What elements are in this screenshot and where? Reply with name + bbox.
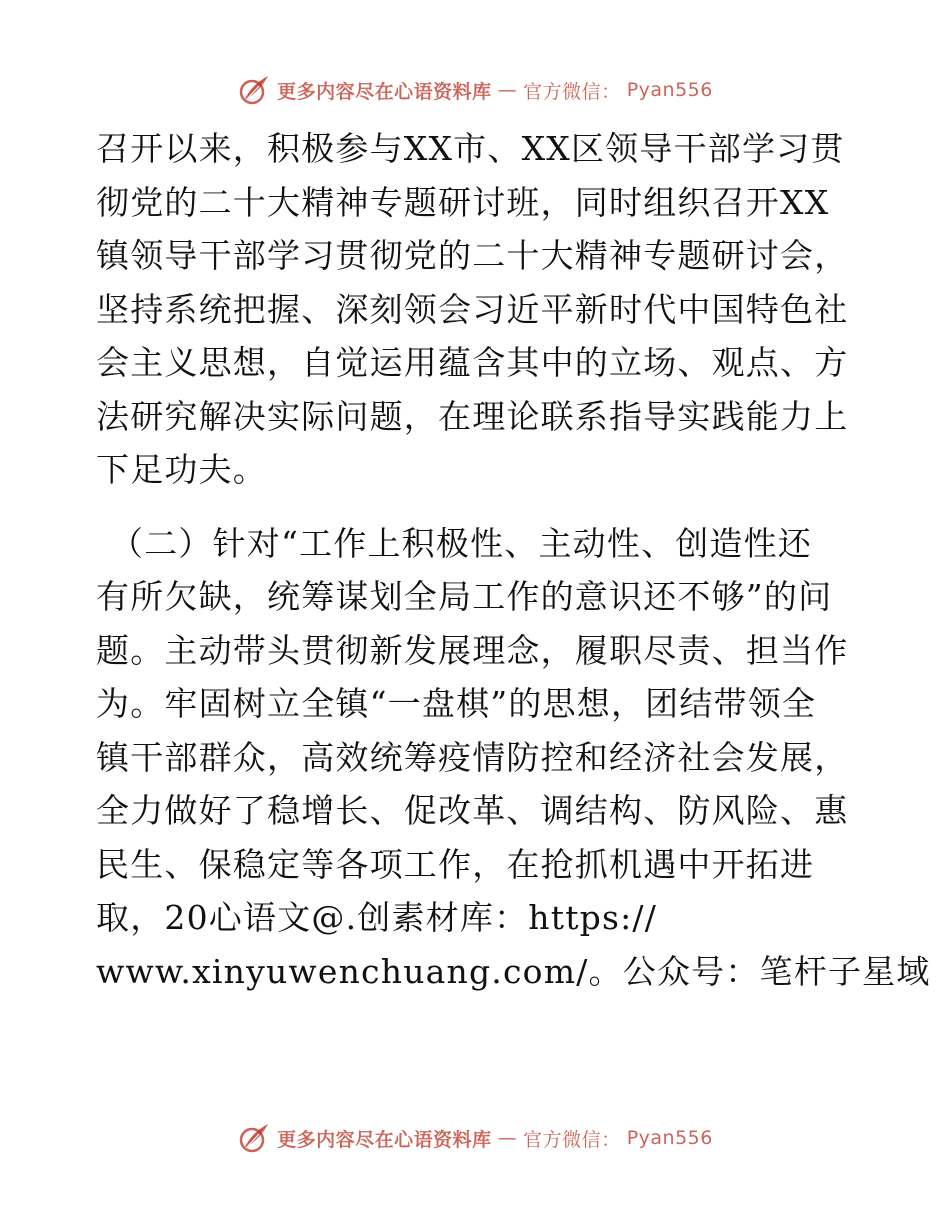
watermark-wechat-label: 官方微信：: [523, 80, 621, 103]
text-line: 坚持系统把握、深刻领会习近平新时代中国特色社: [96, 289, 849, 329]
watermark-title: 更多内容尽在心语资料库: [277, 1128, 492, 1151]
watermark-wechat-label: 官方微信：: [523, 1128, 621, 1151]
watermark-header: [0, 70, 950, 110]
text-line: 有所欠缺，统筹谋划全局工作的意识还不够”的问: [96, 577, 833, 616]
watermark-wechat-id: Pyan556: [626, 1127, 713, 1149]
text-line: 法研究解决实际问题，在理论联系指导实践能力上: [96, 396, 849, 436]
text-line: 全力做好了稳增长、促改革、调结构、防风险、惠: [96, 791, 849, 830]
text-line: 下足功夫。: [96, 450, 267, 489]
feather-logo-icon: [237, 1121, 271, 1155]
document-body: [96, 122, 931, 998]
text-line: 取，20心语文@.创素材库：https://: [96, 898, 658, 937]
text-line: 镇干部群众，高效统筹疫情防控和经济社会发展，: [96, 737, 849, 777]
text-line: www.xinyuwenchuang.com/。公众号：笔杆子星域: [96, 951, 931, 991]
watermark-wechat-id: Pyan556: [626, 79, 713, 101]
watermark-separator: —: [497, 79, 518, 101]
text-line: （二）针对“工作上积极性、主动性、创造性还: [110, 523, 813, 563]
text-line: 题。主动带头贯彻新发展理念，履职尽责、担当作: [96, 630, 849, 670]
feather-logo-icon: [237, 73, 271, 107]
text-line: 民生、保稳定等各项工作，在抢抓机遇中开拓进: [96, 844, 815, 884]
paragraph-2: [96, 517, 931, 999]
text-line: 为。牢固树立全镇“一盘棋”的思想，团结带领全: [96, 684, 817, 723]
watermark-title: 更多内容尽在心语资料库: [277, 80, 492, 103]
watermark-separator: —: [497, 1127, 518, 1149]
text-line: 镇领导干部学习贯彻党的二十大精神专题研讨会，: [96, 236, 849, 275]
paragraph-1: [96, 122, 854, 497]
watermark-footer: [0, 1118, 950, 1158]
text-line: 彻党的二十大精神专题研讨班，同时组织召开XX: [96, 182, 830, 222]
text-line: 召开以来，积极参与XX市、XX区领导干部学习贯: [96, 129, 845, 168]
text-line: 会主义思想，自觉运用蕴含其中的立场、观点、方: [96, 343, 849, 382]
paragraph-spacer: [96, 497, 854, 517]
